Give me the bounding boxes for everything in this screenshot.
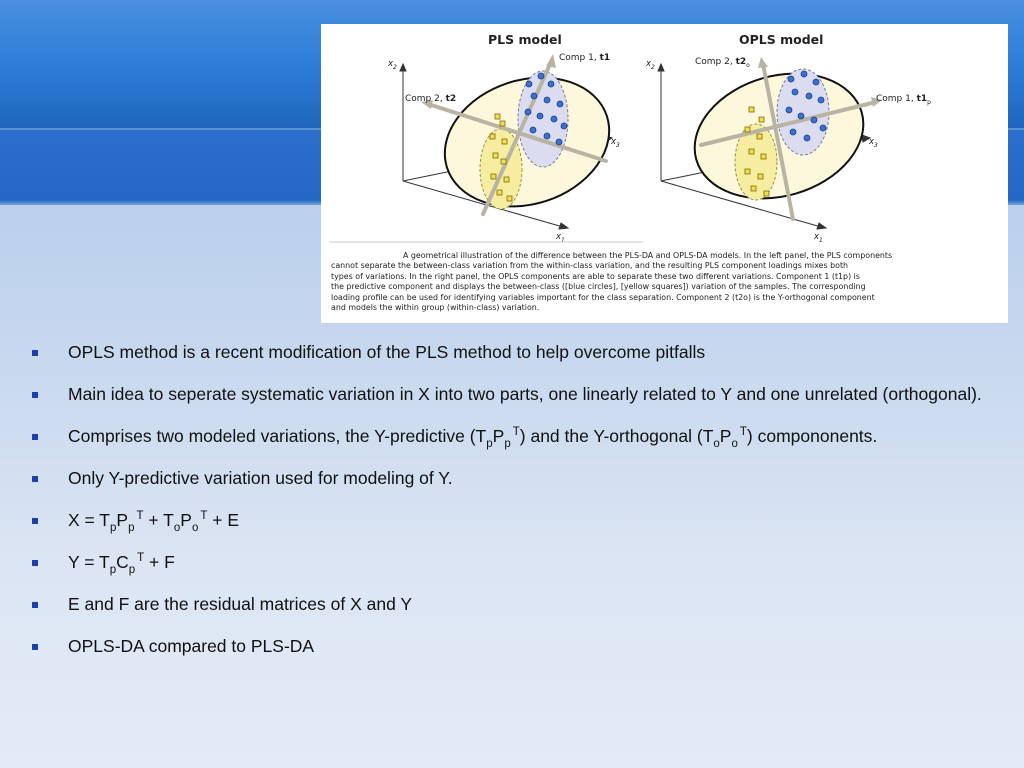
- caption-line: and models the within group (within-class) variation.: [331, 303, 540, 313]
- opls-outer-ellipse: [680, 55, 878, 218]
- pls-opls-figure: [321, 24, 1008, 323]
- bullet-item: [30, 468, 1000, 489]
- y-equation: $Y = T_pC_p^T + F$: [68, 552, 175, 576]
- pls-x1-label: $x_1$: [556, 232, 565, 244]
- bullet-text: Main idea to seperate systematic variation in X into two parts, one linearly related to Y and one unrelated (orthogonal).: [68, 384, 982, 404]
- pls-opls-diagram: [321, 24, 1008, 249]
- bullet-marker: [32, 434, 38, 440]
- bullet-marker: [32, 560, 38, 566]
- bullet-marker: [32, 518, 38, 524]
- bullet-marker: [32, 602, 38, 608]
- caption-line: loading profile can be used for identifying variables important for the class separation. Component 2 (t2o) is the Y-orthogonal component: [331, 292, 875, 302]
- bullet-text: OPLS method is a recent modification of the PLS method to help overcome pitfalls: [68, 342, 706, 362]
- x-equation: $X = T_pP_p^T + T_oP_o^T + E$: [68, 510, 240, 534]
- opls-blue-class-ellipse: [777, 69, 829, 155]
- figure-caption: [331, 251, 999, 313]
- bullet-list: [30, 342, 1000, 678]
- pls-comp1-label: Comp 1, t1: [559, 53, 611, 63]
- caption-line: cannot separate the between-class variation from the within-class variation, and the resulting PLS component loadings mixes both: [331, 261, 849, 271]
- caption-line: the predictive component and displays the between-class ([blue circles], [yellow squares]) variation of the samples. The corresponding: [331, 282, 866, 292]
- bullet-item: [30, 384, 1000, 405]
- bullet-item: [30, 342, 1000, 363]
- bullet-marker: [32, 644, 38, 650]
- opls-x3-label: $x_3$: [869, 137, 878, 149]
- pls-x3-label: $x_3$: [611, 137, 620, 149]
- opls-title: OPLS model: [739, 32, 824, 47]
- bullet-item: [30, 426, 1000, 450]
- bullet-text: OPLS-DA compared to PLS-DA: [68, 636, 315, 656]
- bullet-item: [30, 636, 1000, 657]
- pls-title: PLS model: [488, 32, 562, 47]
- bullet-item: [30, 510, 1000, 534]
- bullet-text: E and F are the residual matrices of X and Y: [68, 594, 413, 614]
- pls-comp2-label: Comp 2, t2: [405, 94, 457, 104]
- caption-line: A geometrical illustration of the difference between the PLS-DA and OPLS-DA models. In the left panel, the PLS components: [403, 251, 893, 260]
- pls-comp1-arrowhead: [546, 54, 556, 68]
- bullet-marker: [32, 350, 38, 356]
- bullet-marker: [32, 476, 38, 482]
- opls-comp1-label: Comp 1, $t1_p$: [876, 94, 931, 106]
- bullet-item: [30, 594, 1000, 615]
- opls-x2-label: $x_2$: [646, 59, 655, 71]
- bullet-item: [30, 552, 1000, 576]
- bullet-marker: [32, 392, 38, 398]
- bullet-text: Only Y-predictive variation used for modeling of Y.: [68, 468, 453, 488]
- opls-x1-label: $x_1$: [814, 232, 823, 244]
- pls-x2-label: $x_2$: [388, 59, 397, 71]
- bullet-formula-text: Comprises two modeled variations, the Y-predictive $(T_pP_p^T)$ and the Y-orthogonal $(T_oP_o^T)$ compononents.: [68, 426, 878, 450]
- caption-line: types of variations. In the right panel, the OPLS components are able to separate these two different variations. Component 1 (t1p) is: [331, 271, 860, 281]
- opls-comp2-label: Comp 2, $t2_o$: [695, 57, 750, 69]
- opls-comp2-arrowhead: [758, 57, 768, 68]
